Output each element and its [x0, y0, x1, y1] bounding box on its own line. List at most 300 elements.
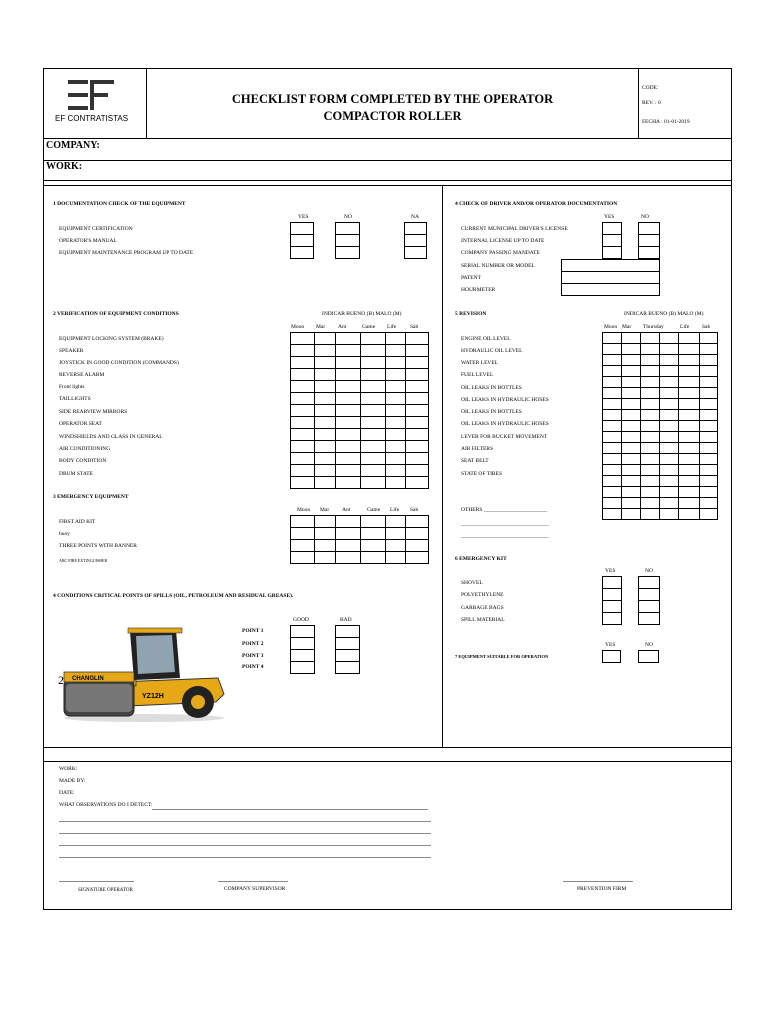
grid-cell[interactable]: [315, 369, 336, 381]
grid-cell[interactable]: [315, 345, 336, 357]
grid-cell[interactable]: [386, 405, 406, 417]
grid-cell[interactable]: [660, 498, 679, 509]
grid-cell[interactable]: [315, 477, 336, 489]
grid-cell[interactable]: [361, 465, 386, 477]
s4-bad-boxes: [335, 625, 360, 674]
company-row-line: [43, 160, 732, 161]
grid-cell[interactable]: [660, 410, 679, 421]
observation-line[interactable]: [59, 821, 431, 822]
grid-cell[interactable]: [336, 381, 361, 393]
grid-cell[interactable]: [291, 528, 315, 540]
grid-cell[interactable]: [291, 441, 315, 453]
s4-point: POINT 2: [242, 641, 264, 647]
grid-cell[interactable]: [679, 443, 700, 454]
observation-line[interactable]: [59, 833, 431, 834]
grid-cell[interactable]: [386, 369, 406, 381]
grid-cell[interactable]: [603, 476, 622, 487]
grid-cell[interactable]: [641, 454, 660, 465]
grid-cell[interactable]: [336, 357, 361, 369]
section-top-line: [43, 185, 732, 186]
grid-cell[interactable]: [315, 516, 336, 528]
grid-cell[interactable]: [315, 441, 336, 453]
grid-cell[interactable]: [361, 333, 386, 345]
grid-cell[interactable]: [603, 432, 622, 443]
grid-cell[interactable]: [291, 540, 315, 552]
bottom-observations: WHAT OBSERVATIONS DO I DETECT:: [59, 802, 153, 808]
grid-cell[interactable]: [622, 487, 641, 498]
checkbox[interactable]: [291, 626, 315, 638]
grid-cell[interactable]: [660, 333, 679, 344]
grid-cell[interactable]: [386, 528, 406, 540]
r5-item: LEVER FOR BUCKET MOVEMENT: [461, 434, 548, 440]
grid-cell[interactable]: [315, 465, 336, 477]
r5-day: Life: [680, 324, 690, 330]
grid-cell[interactable]: [700, 509, 718, 520]
grid-cell[interactable]: [406, 393, 429, 405]
grid-cell[interactable]: [386, 357, 406, 369]
s3-day: Life: [390, 507, 400, 513]
s3-day: Game: [367, 507, 381, 513]
grid-cell[interactable]: [361, 552, 386, 564]
grid-cell[interactable]: [700, 377, 718, 388]
grid-cell[interactable]: [291, 453, 315, 465]
grid-cell[interactable]: [406, 369, 429, 381]
checkbox[interactable]: [336, 235, 360, 247]
checkbox[interactable]: [291, 223, 314, 235]
grid-cell[interactable]: [641, 432, 660, 443]
section-3-title: 3 EMERGENCY EQUIPMENT: [53, 494, 129, 500]
grid-cell[interactable]: [622, 421, 641, 432]
observation-line[interactable]: [152, 809, 428, 810]
grid-cell[interactable]: [315, 405, 336, 417]
grid-cell[interactable]: [679, 410, 700, 421]
r5-item: OIL LEAKS IN HYDRAULIC HOSES: [461, 421, 549, 427]
checkbox[interactable]: [639, 235, 660, 247]
checkbox[interactable]: [336, 650, 360, 662]
grid-cell[interactable]: [679, 476, 700, 487]
grid-cell[interactable]: [361, 369, 386, 381]
checkbox[interactable]: [405, 235, 427, 247]
grid-cell[interactable]: [641, 476, 660, 487]
grid-cell[interactable]: [660, 355, 679, 366]
grid-cell[interactable]: [641, 399, 660, 410]
grid-cell[interactable]: [679, 487, 700, 498]
grid-cell[interactable]: [315, 552, 336, 564]
section-r5-title: 5 REVISION: [455, 311, 487, 317]
grid-cell[interactable]: [406, 552, 429, 564]
grid-cell[interactable]: [641, 443, 660, 454]
grid-cell[interactable]: [679, 333, 700, 344]
roller-model: YZ12H: [142, 693, 164, 700]
s2-item: OPERATOR SEAT: [59, 421, 102, 427]
grid-cell[interactable]: [386, 393, 406, 405]
checkbox[interactable]: [336, 247, 360, 259]
grid-cell[interactable]: [679, 509, 700, 520]
grid-cell[interactable]: [291, 357, 315, 369]
grid-cell[interactable]: [361, 441, 386, 453]
grid-cell[interactable]: [291, 552, 315, 564]
grid-cell[interactable]: [336, 516, 361, 528]
grid-cell[interactable]: [700, 432, 718, 443]
r6-item: POLYETHYLENE: [461, 592, 504, 598]
grid-cell[interactable]: [679, 388, 700, 399]
grid-cell[interactable]: [291, 477, 315, 489]
signature-operator-label: SIGNATURE OPERATOR: [78, 888, 133, 893]
grid-cell[interactable]: [361, 417, 386, 429]
grid-cell[interactable]: [386, 477, 406, 489]
grid-cell[interactable]: [622, 476, 641, 487]
observation-line[interactable]: [59, 857, 431, 858]
grid-cell[interactable]: [406, 453, 429, 465]
grid-cell[interactable]: [622, 366, 641, 377]
column-divider: [442, 185, 443, 748]
checkbox[interactable]: [336, 223, 360, 235]
s1-yes-boxes: [290, 222, 314, 259]
grid-cell[interactable]: [386, 429, 406, 441]
grid-cell[interactable]: [603, 443, 622, 454]
grid-cell[interactable]: [291, 345, 315, 357]
grid-cell[interactable]: [622, 443, 641, 454]
grid-cell[interactable]: [603, 355, 622, 366]
grid-cell[interactable]: [660, 454, 679, 465]
grid-cell[interactable]: [336, 441, 361, 453]
grid-cell[interactable]: [406, 381, 429, 393]
grid-cell[interactable]: [336, 405, 361, 417]
checkbox[interactable]: [603, 223, 622, 235]
grid-cell[interactable]: [641, 498, 660, 509]
grid-cell[interactable]: [660, 487, 679, 498]
grid-cell[interactable]: [386, 465, 406, 477]
text-field[interactable]: [562, 260, 660, 272]
grid-cell[interactable]: [406, 357, 429, 369]
grid-cell[interactable]: [406, 417, 429, 429]
grid-cell[interactable]: [679, 432, 700, 443]
grid-cell[interactable]: [700, 454, 718, 465]
grid-cell[interactable]: [660, 421, 679, 432]
grid-cell[interactable]: [622, 388, 641, 399]
grid-cell[interactable]: [679, 465, 700, 476]
grid-cell[interactable]: [386, 516, 406, 528]
grid-cell[interactable]: [679, 498, 700, 509]
grid-cell[interactable]: [336, 333, 361, 345]
grid-cell[interactable]: [361, 357, 386, 369]
grid-cell[interactable]: [315, 540, 336, 552]
checkbox[interactable]: [639, 247, 660, 259]
r7-no-box[interactable]: [638, 650, 659, 663]
r5-others: OTHERS _______________________: [461, 507, 548, 513]
grid-cell[interactable]: [622, 498, 641, 509]
grid-cell[interactable]: [660, 509, 679, 520]
grid-cell[interactable]: [386, 453, 406, 465]
grid-cell[interactable]: [406, 441, 429, 453]
grid-cell[interactable]: [336, 552, 361, 564]
grid-cell[interactable]: [641, 388, 660, 399]
grid-cell[interactable]: [315, 417, 336, 429]
logo-text: EF CONTRATISTAS: [55, 114, 129, 123]
checkbox[interactable]: [603, 589, 622, 601]
r6-item: GARBAGE BAGS: [461, 605, 504, 611]
grid-cell[interactable]: [622, 432, 641, 443]
grid-cell[interactable]: [361, 453, 386, 465]
section-1-title: 1 DOCUMENTATION CHECK OF THE EQUIPMENT: [53, 201, 186, 207]
r5-item: OIL LEAKS IN HYDRAULIC HOSES: [461, 397, 549, 403]
grid-cell[interactable]: [406, 516, 429, 528]
checkbox[interactable]: [603, 601, 622, 613]
section-r4-title: 4 CHECK OF DRIVER AND/OR OPERATOR DOCUMENTATION: [455, 201, 618, 207]
grid-cell[interactable]: [603, 366, 622, 377]
company-supervisor-label: COMPANY SUPERVISOR: [224, 886, 286, 892]
grid-cell[interactable]: [700, 498, 718, 509]
code-label: CODE:: [642, 85, 659, 91]
grid-cell[interactable]: [603, 377, 622, 388]
grid-cell[interactable]: [679, 355, 700, 366]
s3-day: Moon: [297, 507, 311, 513]
grid-cell[interactable]: [700, 443, 718, 454]
s2-item: TAILLIGHTS: [59, 396, 91, 402]
r5-grid: [602, 332, 718, 520]
checkbox[interactable]: [603, 577, 622, 589]
grid-cell[interactable]: [660, 344, 679, 355]
s2-indicator: INDICAR BUENO (B) MALO (M): [322, 311, 402, 317]
grid-cell[interactable]: [679, 454, 700, 465]
checkbox[interactable]: [639, 223, 660, 235]
compactor-roller-image: [58, 622, 230, 724]
grid-cell[interactable]: [336, 429, 361, 441]
s3-item: ABC FIRE EXTINGUISHER: [59, 558, 108, 563]
grid-cell[interactable]: [700, 333, 718, 344]
grid-cell[interactable]: [291, 333, 315, 345]
checkbox[interactable]: [291, 235, 314, 247]
grid-cell[interactable]: [700, 388, 718, 399]
grid-cell[interactable]: [315, 429, 336, 441]
grid-cell[interactable]: [660, 443, 679, 454]
grid-cell[interactable]: [700, 344, 718, 355]
s2-day: Game: [362, 324, 376, 330]
r6-no-boxes: [638, 576, 660, 625]
grid-cell[interactable]: [700, 476, 718, 487]
grid-cell[interactable]: [315, 453, 336, 465]
checkbox[interactable]: [603, 613, 622, 625]
grid-cell[interactable]: [603, 454, 622, 465]
grid-cell[interactable]: [679, 366, 700, 377]
grid-cell[interactable]: [291, 381, 315, 393]
grid-cell[interactable]: [386, 381, 406, 393]
grid-cell[interactable]: [315, 357, 336, 369]
s3-day: Mar: [320, 507, 330, 513]
grid-cell[interactable]: [660, 399, 679, 410]
r4-item: COMPANY PASSING MANDATE: [461, 250, 540, 256]
grid-cell[interactable]: [660, 366, 679, 377]
signature-line-operator[interactable]: [59, 881, 134, 882]
s1-col-no: NO: [344, 214, 352, 220]
grid-cell[interactable]: [641, 355, 660, 366]
grid-cell[interactable]: [603, 498, 622, 509]
grid-cell[interactable]: [700, 410, 718, 421]
grid-cell[interactable]: [315, 393, 336, 405]
grid-cell[interactable]: [700, 487, 718, 498]
grid-cell[interactable]: [641, 487, 660, 498]
checkbox[interactable]: [405, 247, 427, 259]
grid-cell[interactable]: [386, 345, 406, 357]
grid-cell[interactable]: [406, 540, 429, 552]
grid-cell[interactable]: [336, 477, 361, 489]
grid-cell[interactable]: [603, 509, 622, 520]
grid-cell[interactable]: [406, 405, 429, 417]
grid-cell[interactable]: [361, 405, 386, 417]
r7-yes-box[interactable]: [602, 650, 621, 663]
s3-item: buoy: [59, 531, 70, 537]
grid-cell[interactable]: [336, 369, 361, 381]
checkbox[interactable]: [639, 613, 660, 625]
grid-cell[interactable]: [361, 381, 386, 393]
grid-cell[interactable]: [641, 377, 660, 388]
grid-cell[interactable]: [336, 465, 361, 477]
grid-cell[interactable]: [700, 399, 718, 410]
grid-cell[interactable]: [660, 388, 679, 399]
grid-cell[interactable]: [386, 552, 406, 564]
grid-cell[interactable]: [291, 465, 315, 477]
grid-cell[interactable]: [336, 528, 361, 540]
checkbox[interactable]: [336, 662, 360, 674]
grid-cell[interactable]: [622, 333, 641, 344]
grid-cell[interactable]: [386, 333, 406, 345]
grid-cell[interactable]: [641, 465, 660, 476]
grid-cell[interactable]: [622, 344, 641, 355]
checkbox[interactable]: [336, 626, 360, 638]
s1-item: EQUIPMENT MAINTENANCE PROGRAM UP TO DATE: [59, 250, 194, 256]
grid-cell[interactable]: [291, 369, 315, 381]
grid-cell[interactable]: [700, 421, 718, 432]
grid-cell[interactable]: [361, 528, 386, 540]
bottom-section-line-1: [43, 747, 732, 748]
grid-cell[interactable]: [622, 410, 641, 421]
grid-cell[interactable]: [622, 465, 641, 476]
grid-cell[interactable]: [336, 393, 361, 405]
checkbox[interactable]: [291, 650, 315, 662]
observation-line[interactable]: [59, 845, 431, 846]
grid-cell[interactable]: [603, 333, 622, 344]
grid-cell[interactable]: [603, 388, 622, 399]
grid-cell[interactable]: [386, 540, 406, 552]
grid-cell[interactable]: [336, 345, 361, 357]
checkbox[interactable]: [336, 638, 360, 650]
grid-cell[interactable]: [603, 344, 622, 355]
grid-cell[interactable]: [641, 421, 660, 432]
grid-cell[interactable]: [660, 432, 679, 443]
s1-item: EQUIPMENT CERTIFICATION: [59, 226, 133, 232]
grid-cell[interactable]: [660, 476, 679, 487]
r4-item: INTERNAL LICENSE UP TO DATE: [461, 238, 545, 244]
fecha-label: FECHA : 01-01-2019: [642, 119, 690, 125]
grid-cell[interactable]: [603, 465, 622, 476]
grid-cell[interactable]: [361, 429, 386, 441]
grid-cell[interactable]: [291, 405, 315, 417]
company-label: COMPANY:: [46, 140, 100, 151]
checkbox[interactable]: [639, 589, 660, 601]
s3-item: THREE POINTS WITH BANNER: [59, 543, 137, 549]
r6-col-yes: YES: [605, 568, 616, 574]
grid-cell[interactable]: [700, 465, 718, 476]
grid-cell[interactable]: [641, 410, 660, 421]
grid-cell[interactable]: [641, 333, 660, 344]
grid-cell[interactable]: [641, 509, 660, 520]
grid-cell[interactable]: [660, 465, 679, 476]
grid-cell[interactable]: [603, 399, 622, 410]
grid-cell[interactable]: [336, 453, 361, 465]
s2-item: SPEAKER: [59, 348, 84, 354]
grid-cell[interactable]: [361, 477, 386, 489]
signature-line-supervisor[interactable]: [218, 881, 288, 882]
checkbox[interactable]: [603, 235, 622, 247]
grid-cell[interactable]: [679, 344, 700, 355]
signature-line-prevention[interactable]: [563, 881, 633, 882]
grid-cell[interactable]: [622, 355, 641, 366]
grid-cell[interactable]: [406, 429, 429, 441]
text-field[interactable]: [562, 284, 660, 296]
grid-cell[interactable]: [406, 345, 429, 357]
grid-cell[interactable]: [291, 393, 315, 405]
checkbox[interactable]: [291, 638, 315, 650]
grid-cell[interactable]: [700, 366, 718, 377]
grid-cell[interactable]: [336, 417, 361, 429]
grid-cell[interactable]: [679, 377, 700, 388]
text-field[interactable]: [562, 272, 660, 284]
grid-cell[interactable]: [406, 333, 429, 345]
grid-cell[interactable]: [660, 377, 679, 388]
grid-cell[interactable]: [622, 377, 641, 388]
grid-cell[interactable]: [361, 516, 386, 528]
grid-cell[interactable]: [291, 417, 315, 429]
grid-cell[interactable]: [386, 417, 406, 429]
grid-cell[interactable]: [406, 477, 429, 489]
grid-cell[interactable]: [622, 454, 641, 465]
grid-cell[interactable]: [315, 333, 336, 345]
r4-item: SERIAL NUMBER OR MODEL: [461, 263, 535, 269]
grid-cell[interactable]: [291, 516, 315, 528]
grid-cell[interactable]: [679, 421, 700, 432]
grid-cell[interactable]: [315, 528, 336, 540]
grid-cell[interactable]: [603, 410, 622, 421]
grid-cell[interactable]: [679, 399, 700, 410]
grid-cell[interactable]: [622, 399, 641, 410]
checkbox[interactable]: [405, 223, 427, 235]
grid-cell[interactable]: [361, 393, 386, 405]
grid-cell[interactable]: [641, 344, 660, 355]
checkbox[interactable]: [603, 247, 622, 259]
grid-cell[interactable]: [336, 540, 361, 552]
s3-day: Ant: [342, 507, 351, 513]
grid-cell[interactable]: [361, 540, 386, 552]
grid-cell[interactable]: [406, 528, 429, 540]
grid-cell[interactable]: [315, 381, 336, 393]
grid-cell[interactable]: [700, 355, 718, 366]
r5-item: HYDRAULIC OIL LEVEL: [461, 348, 523, 354]
checkbox[interactable]: [639, 601, 660, 613]
grid-cell[interactable]: [361, 345, 386, 357]
checkbox[interactable]: [291, 247, 314, 259]
grid-cell[interactable]: [291, 429, 315, 441]
grid-cell[interactable]: [406, 465, 429, 477]
r5-others-line: ________________________________: [461, 533, 549, 539]
grid-cell[interactable]: [622, 509, 641, 520]
checkbox[interactable]: [291, 662, 315, 674]
checkbox[interactable]: [639, 577, 660, 589]
grid-cell[interactable]: [641, 366, 660, 377]
grid-cell[interactable]: [603, 421, 622, 432]
grid-cell[interactable]: [603, 487, 622, 498]
grid-cell[interactable]: [386, 441, 406, 453]
r5-day: Mar: [622, 324, 632, 330]
